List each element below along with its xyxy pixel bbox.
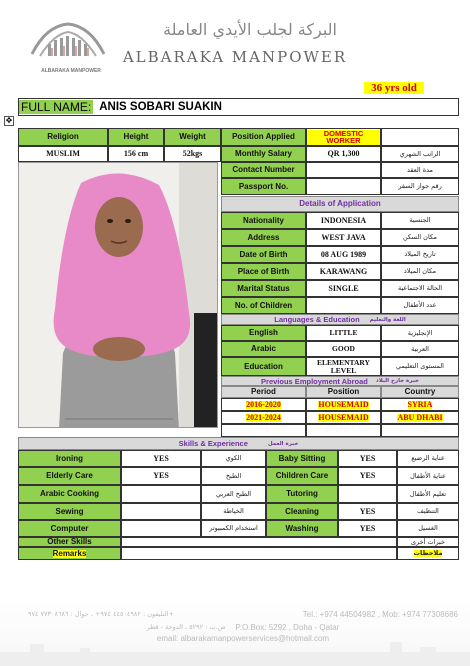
- logo-caption: ALBARAKA MANPOWER: [41, 68, 101, 74]
- passport-ar: رقم جواز السفر: [381, 178, 459, 195]
- language-ar: العربية: [381, 341, 459, 357]
- skill-value: [121, 485, 201, 503]
- detail-ar: مكان السكن: [381, 229, 459, 246]
- skill-label: Washing: [266, 520, 338, 537]
- remarks-value: [121, 547, 397, 560]
- contact-value: [306, 162, 381, 178]
- skill-value: [121, 503, 201, 520]
- prev-position-text: HOUSEMAID: [318, 399, 369, 409]
- footer-line2: [28, 623, 458, 632]
- prev-position: [306, 411, 381, 424]
- position-col-header: Position: [306, 386, 381, 398]
- footer-line3: email: albarakamanpowerservices@hotmail.com: [156, 634, 330, 643]
- logo-mark-icon: [28, 18, 108, 70]
- detail-value: [306, 297, 381, 314]
- country-col-header: Country: [381, 386, 459, 398]
- remarks-label: [18, 547, 121, 560]
- prev-employment-header-text: Previous Employment Abroad: [261, 376, 368, 386]
- footer-line1: [28, 610, 458, 619]
- prev-period: [221, 424, 306, 437]
- other-skills-label: Other Skills: [18, 537, 121, 547]
- detail-label: Address: [221, 229, 306, 246]
- remarks-ar-text: ملاحظات: [413, 549, 443, 558]
- skill-ar: الكوي: [201, 450, 266, 467]
- skill-label: Sewing: [18, 503, 121, 520]
- company-name: ALBARAKA MANPOWER: [122, 48, 348, 66]
- languages-header-ar: اللغة والتعليم: [369, 316, 406, 323]
- other-skills-ar: خبرات أخرى: [397, 537, 459, 547]
- passport-value: [306, 178, 381, 195]
- footer-line2-ar: ص.ب : ٥٢٩٢ ، الدوحة - قطر: [146, 623, 226, 631]
- skill-ar: استخدام الكمبيوتر: [201, 520, 266, 537]
- detail-ar: الجنسية: [381, 212, 459, 229]
- skill-ar: الطبخ: [201, 467, 266, 485]
- skill-label: Computer: [18, 520, 121, 537]
- language-value: ELEMENTARY LEVEL: [306, 357, 381, 376]
- detail-value: SINGLE: [306, 280, 381, 297]
- skill-value: YES: [338, 467, 397, 485]
- footer-contact: [28, 610, 458, 643]
- prev-employment-header: [221, 376, 459, 386]
- detail-value: WEST JAVA: [306, 229, 381, 246]
- remarks-label-text: Remarks: [52, 548, 87, 558]
- detail-value: 08 AUG 1989: [306, 246, 381, 263]
- period-col-header: Period: [221, 386, 306, 398]
- height-label: Height: [108, 128, 164, 146]
- prev-employment-header-ar: خبرة خارج البلاد: [375, 378, 419, 384]
- prev-period-text: 2021-2024: [246, 412, 281, 422]
- skill-label: Elderly Care: [18, 467, 121, 485]
- religion-value: MUSLIM: [18, 146, 108, 162]
- skill-ar: الغسيل: [397, 520, 459, 537]
- full-name-label: FULL NAME:: [21, 100, 92, 114]
- prev-country-text: SYRIA: [407, 399, 433, 409]
- detail-label: Nationality: [221, 212, 306, 229]
- contact-ar: مدة العقد: [381, 162, 459, 178]
- prev-country: [381, 424, 459, 437]
- prev-country-text: ABU DHABI: [397, 412, 443, 422]
- skill-ar: الخياطة: [201, 503, 266, 520]
- company-name-ar: البركة لجلب الأيدي العاملة: [163, 20, 337, 39]
- age-text: 36 yrs old: [364, 82, 424, 94]
- skill-ar: تعليم الأطفال: [397, 485, 459, 503]
- skill-value: YES: [121, 467, 201, 485]
- skyline-icon: [0, 640, 470, 666]
- skill-value: [338, 485, 397, 503]
- skill-label: Ironing: [18, 450, 121, 467]
- detail-ar: الحالة الاجتماعية: [381, 280, 459, 297]
- weight-value: 52kgs: [164, 146, 221, 162]
- salary-label: Monthly Salary: [221, 146, 306, 162]
- detail-value: INDONESIA: [306, 212, 381, 229]
- footer-line1-en: Tel.: +974 44504982 , Mob: +974 77308686: [302, 610, 458, 619]
- full-name-bar: [18, 98, 459, 116]
- position-value: [306, 128, 381, 146]
- detail-ar: مكان الميلاد: [381, 263, 459, 280]
- prev-position: [306, 424, 381, 437]
- languages-header: [221, 314, 459, 325]
- detail-label: Place of Birth: [221, 263, 306, 280]
- remarks-ar: [397, 547, 459, 560]
- company-logo: [28, 18, 108, 70]
- skills-header-ar: خبرة العمل: [267, 440, 299, 447]
- prev-period: [221, 398, 306, 411]
- language-value: LITTLE: [306, 325, 381, 341]
- skill-ar: التنظيف: [397, 503, 459, 520]
- height-value: 156 cm: [108, 146, 164, 162]
- details-header: Details of Application: [221, 196, 459, 212]
- detail-ar: تاريخ الميلاد: [381, 246, 459, 263]
- skill-value: YES: [121, 450, 201, 467]
- skill-ar: عناية الرضيع: [397, 450, 459, 467]
- skill-value: YES: [338, 503, 397, 520]
- skill-value: [121, 520, 201, 537]
- skill-ar: الطبخ العربي: [201, 485, 266, 503]
- weight-label: Weight: [164, 128, 221, 146]
- applicant-photo: [18, 162, 218, 428]
- languages-header-text: Languages & Education: [274, 315, 360, 324]
- full-name-value: ANIS SOBARI SUAKIN: [99, 101, 222, 113]
- footer-line2-en: P.O.Box: 5292 , Doha - Qatar: [235, 623, 340, 632]
- move-handle-icon[interactable]: ✥: [5, 116, 13, 125]
- prev-period: [221, 411, 306, 424]
- detail-label: No. of Children: [221, 297, 306, 314]
- other-skills-value: [121, 537, 397, 547]
- skill-value: YES: [338, 520, 397, 537]
- skill-label: Cleaning: [266, 503, 338, 520]
- skill-label: Tutoring: [266, 485, 338, 503]
- language-value: GOOD: [306, 341, 381, 357]
- prev-position-text: HOUSEMAID: [318, 412, 369, 422]
- skill-value: YES: [338, 450, 397, 467]
- position-ar-empty: [381, 128, 459, 146]
- applicant-portrait-image: [19, 163, 218, 428]
- skills-header: [18, 437, 459, 450]
- skill-label: Baby Sitting: [266, 450, 338, 467]
- detail-value: KARAWANG: [306, 263, 381, 280]
- position-label: Position Applied: [221, 128, 306, 146]
- detail-ar: عدد الأطفال: [381, 297, 459, 314]
- language-label: Education: [221, 357, 306, 376]
- language-ar: الإنجليزية: [381, 325, 459, 341]
- passport-label: Passport No.: [221, 178, 306, 195]
- language-ar: المستوى التعليمي: [381, 357, 459, 376]
- language-label: English: [221, 325, 306, 341]
- salary-value: QR 1,300: [306, 146, 381, 162]
- position-value-text: DOMESTIC WORKER: [307, 130, 380, 145]
- language-label: Arabic: [221, 341, 306, 357]
- religion-label: Religion: [18, 128, 108, 146]
- contact-label: Contact Number: [221, 162, 306, 178]
- detail-label: Marital Status: [221, 280, 306, 297]
- skill-label: Arabic Cooking: [18, 485, 121, 503]
- salary-ar: الراتب الشهري: [381, 146, 459, 162]
- prev-position: [306, 398, 381, 411]
- footer-line1-ar: التليفون : ٤٤٥٠٤٩٨٢ ٩٧٤+ ، جوال : ٧٧٣٠٨٦٨٦ ٩٧٤+: [28, 610, 174, 618]
- skill-label: Children Care: [266, 467, 338, 485]
- prev-country: [381, 411, 459, 424]
- prev-country: [381, 398, 459, 411]
- skill-ar: عناية الأطفال: [397, 467, 459, 485]
- skills-header-text: Skills & Experience: [178, 439, 248, 448]
- prev-period-text: 2016-2020: [246, 399, 281, 409]
- footer-building-graphic: [0, 640, 470, 666]
- detail-label: Date of Birth: [221, 246, 306, 263]
